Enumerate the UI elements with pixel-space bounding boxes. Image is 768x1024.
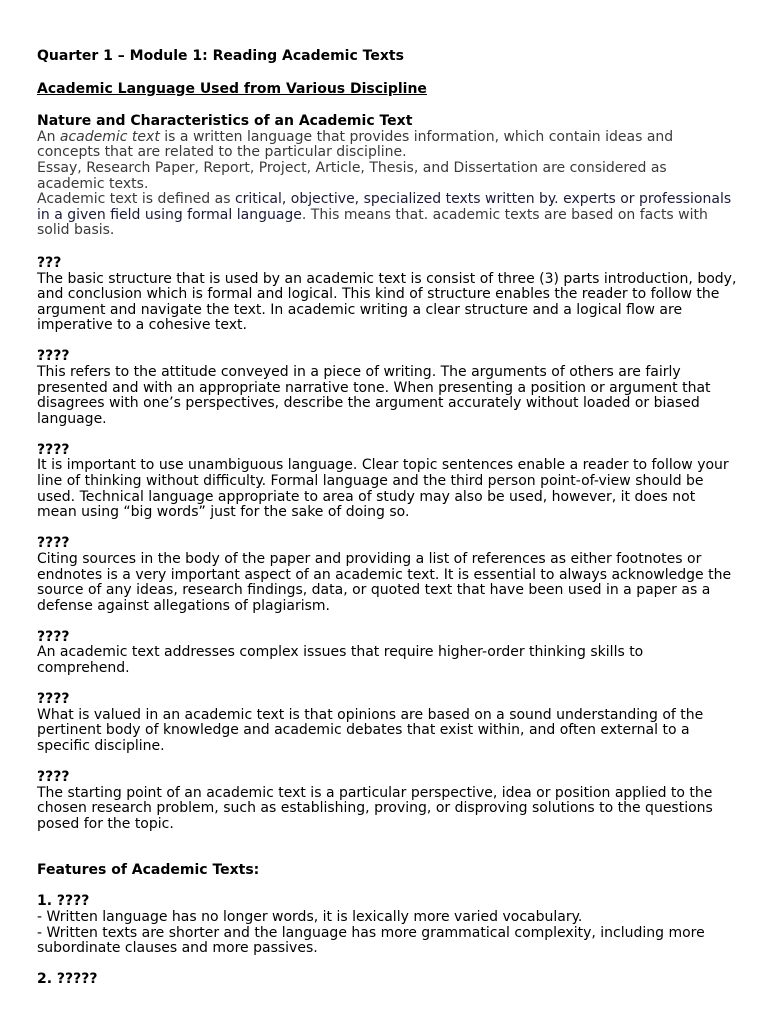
feature-1-heading: 1. ???? [37, 893, 90, 910]
section-heading-language: ???? [37, 441, 70, 458]
section-heading-structure: ??? [37, 254, 62, 271]
section-heading-evidence: ???? [37, 691, 70, 708]
feature-1-line-2: - Written texts are shorter and the language has more grammatical complexity, including more subordinate clauses and more passives. [37, 924, 705, 957]
section-body-thesis: The starting point of an academic text is a particular perspective, idea or position applied to the chosen research problem, such as establishing, proving, or disproving solutions to the questions posed for the topic. [37, 784, 713, 832]
feature-1-line-1: - Written language has no longer words, it is lexically more varied vocabulary. [37, 909, 583, 926]
definition-text: critical, objective, specialized texts written by. experts or professionals in a given field using formal language [37, 191, 732, 223]
features-heading: Features of Academic Texts: [37, 862, 260, 879]
section-body-complexity: An academic text addresses complex issues that require higher-order thinking skills to comprehend. [37, 644, 644, 676]
section-body-tone: This refers to the attitude conveyed in a piece of writing. The arguments of others are fairly presented and with an appropriate narrative tone. When presenting a position or argument that disagrees with one’s perspectives, describe the argument accurately without loaded or biased language. [37, 364, 711, 427]
section-heading-citation: ???? [37, 535, 70, 552]
nature-heading: Nature and Characteristics of an Academic Text [37, 113, 413, 130]
academic-text-term: academic text [59, 128, 160, 145]
document-page [37, 49, 737, 988]
nature-p3-pre: Academic text is defined as [37, 191, 235, 208]
nature-paragraph-2: Essay, Research Paper, Report, Project, Article, Thesis, and Dissertation are considered as academic texts. [37, 159, 667, 192]
nature-p1-post: is a written language that provides information, which contain ideas and concepts that are related to the particular discipline. [37, 128, 674, 161]
nature-p1-pre: An [37, 128, 60, 145]
section-body-evidence: What is valued in an academic text is that opinions are based on a sound understanding of the pertinent body of knowledge and academic debates that exist within, and often external to a specific discipline. [37, 706, 704, 754]
section-heading-thesis: ???? [37, 768, 70, 785]
section-body-language: It is important to use unambiguous language. Clear topic sentences enable a reader to follow your line of thinking without difficulty. Formal language and the third person point-of-view should be used. Technical language appropriate to area of study may also be used, however, it does not mean using “big words” just for the sake of doing so. [37, 457, 729, 521]
section-heading-tone: ???? [37, 348, 70, 365]
module-title: Quarter 1 – Module 1: Reading Academic Texts [37, 48, 404, 64]
lesson-subtitle: Academic Language Used from Various Discipline [37, 80, 427, 97]
nature-p3-post: . This means that. academic texts are based on facts with solid basis. [37, 206, 708, 239]
nature-paragraph-1 [37, 130, 737, 161]
section-heading-complexity: ???? [37, 628, 70, 645]
feature-2-heading: 2. ????? [37, 971, 98, 988]
section-body-citation: Citing sources in the body of the paper and providing a list of references as either footnotes or endnotes is a very important aspect of an academic text. It is essential to always acknowledge the source of any ideas, research findings, data, or quoted text that have been used in a paper as a defense against allegations of plagiarism. [37, 550, 732, 614]
nature-paragraph-3 [37, 192, 737, 239]
section-body-structure: The basic structure that is used by an academic text is consist of three (3) parts introduction, body, and conclusion which is formal and logical. This kind of structure enables the reader to follow the argument and navigate the text. In academic writing a clear structure and a logical flow are imperative to a cohesive text. [37, 270, 737, 334]
